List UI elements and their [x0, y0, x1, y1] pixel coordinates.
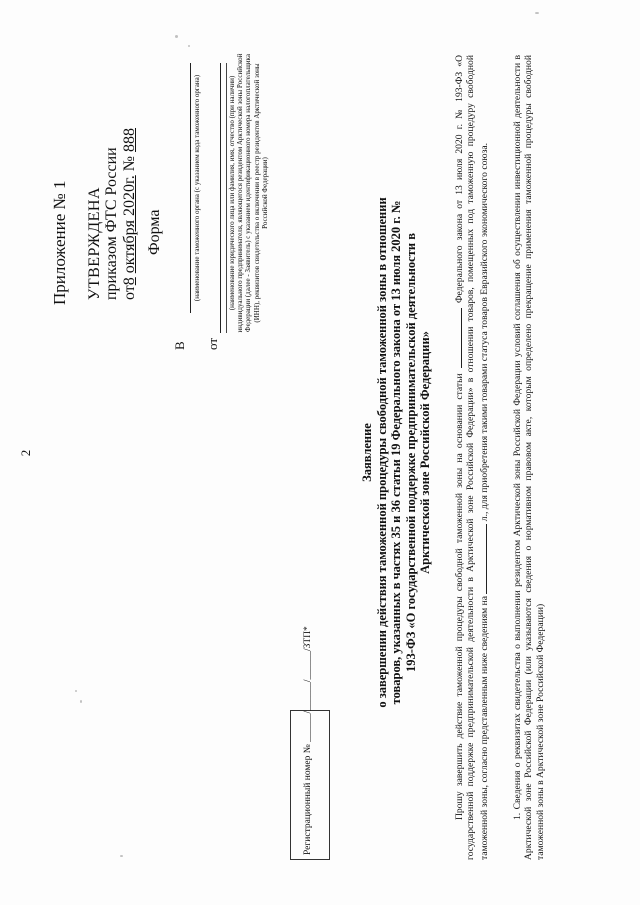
scan-speck — [175, 35, 178, 38]
approved-stamp: УТВЕРЖДЕНА — [86, 186, 103, 300]
title-body: о завершении действия таможенной процедуры свободной таможенной зоны в отношении товаров, указанных в частях 35 и 36 статьи 19 Федерального закона от 13 июля 2020 г. № 193-ФЗ «О государственной поддержке предпринимательской деятельности в Арктической зоне Российской Федерации» — [374, 197, 432, 708]
para1-part1: Прошу завершить действие таможенной процедуры свободной таможенной зоны на основании статьи — [454, 373, 465, 820]
para2-text: 1. Сведения о реквизитах свидетельства о выполнении резидентом Арктической зоны Российской Федерации условий соглашения об осуществлении инвестиционной деятельности в Арктической зоне Российской Федерации (или указываются сведения о нормативном правовом акте, которым определено прекращение применения таможенной процедуры свободной таможенной зоны в Арктической зоне Российской Федерации) — [512, 55, 546, 860]
request-paragraph — [452, 55, 490, 860]
scan-speck — [75, 690, 77, 692]
sheets-blank — [477, 524, 487, 594]
section-1-paragraph — [512, 55, 546, 860]
registration-blanks: ______/______/______ — [303, 651, 313, 742]
date-month-year: октября 2020г. — [121, 175, 138, 274]
annex-title: Приложение № 1 — [50, 180, 69, 305]
registration-suffix: /ЗТП* — [303, 626, 313, 652]
article-blank — [452, 308, 462, 368]
from-label: от — [205, 337, 220, 350]
date-prefix: от — [121, 285, 138, 300]
to-label: В — [172, 341, 187, 350]
form-label: Форма — [146, 209, 163, 255]
scan-speck — [80, 700, 82, 703]
from-fill-line-2 — [226, 63, 227, 333]
registration-label: Регистрационный номер № — [303, 744, 313, 855]
to-caption: (наименование таможенного органа (с указанием кода таможенного органа) — [193, 74, 201, 302]
registration-number-box — [290, 626, 330, 860]
scan-speck — [535, 12, 539, 14]
number-sign: № — [121, 155, 138, 172]
application-title — [360, 195, 433, 710]
para1-part2: Федерального закона от 13 июля 2020 г. № 193-ФЗ «О государственной поддержке предпринимательской деятельности в Арктической зоне Российской Федерации» в отношении товаров, помещенных под таможенную процедуру свободной таможенной зоны, согласно представленным ниже сведениям на — [454, 55, 490, 860]
date-day: 8 — [121, 277, 138, 286]
scan-speck — [120, 855, 123, 857]
title-word: Заявление — [360, 423, 374, 482]
order-date — [121, 128, 139, 300]
scan-speck — [188, 45, 190, 47]
order-number: 888 — [121, 127, 138, 152]
order-reference: приказом ФТС России — [103, 147, 120, 300]
para1-part3: л., для приобретения такими товарами статуса товаров Евразийского экономического союза. — [478, 142, 490, 522]
from-fill-line — [220, 63, 221, 333]
to-fill-line — [190, 63, 191, 313]
page-number: 2 — [18, 449, 33, 457]
from-caption: (наименование юридического лица или фамилия, имя, отчество (при наличии) индивидуального предпринимателя, являющегося резидентом Арктической зоны Российской Федерации (далее - Заявитель) с указанием идентификационного номера налогоплательщика (ИНН), реквизитов свидетельства о включении в реестр резидентов Арктической зоны Российской Федерации) — [228, 53, 269, 333]
